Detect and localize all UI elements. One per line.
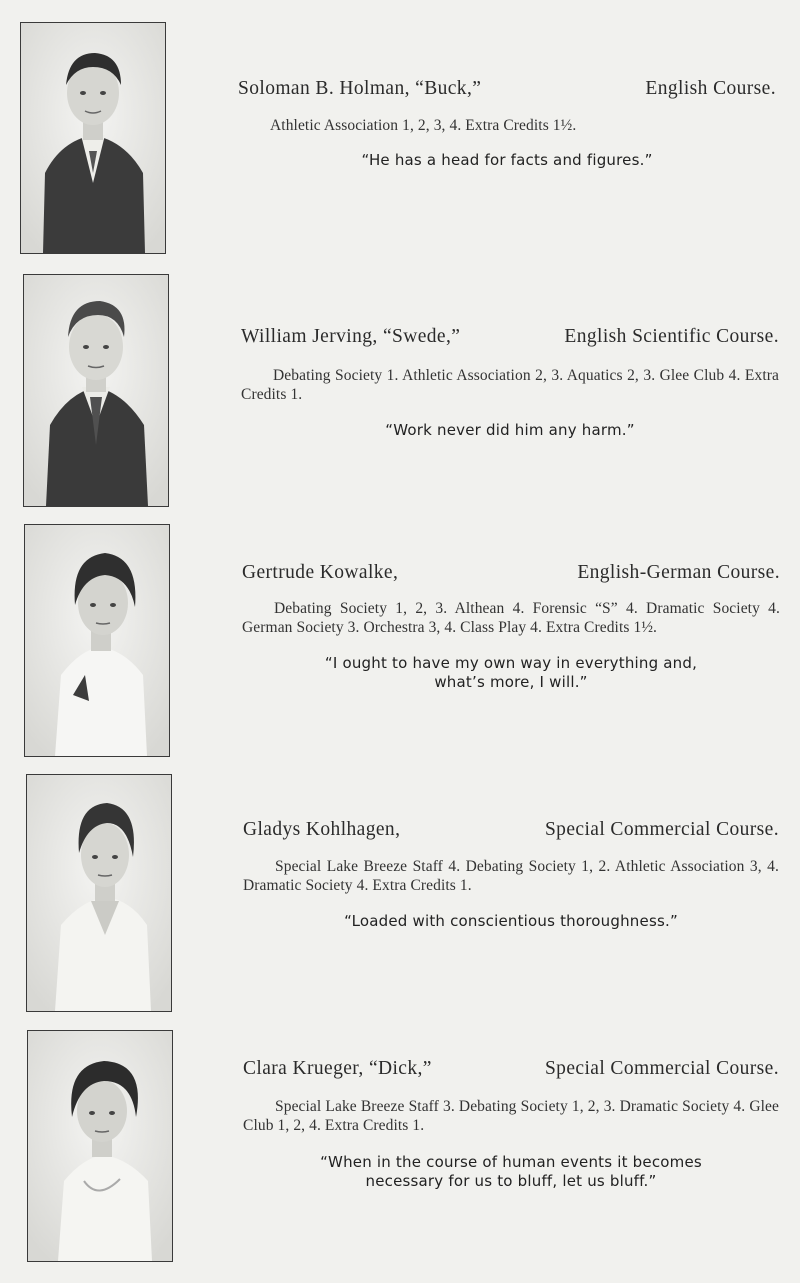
senior-quote bbox=[243, 1153, 779, 1191]
course-name: English Scientific Course. bbox=[564, 326, 779, 347]
student-name: Gertrude Kowalke, bbox=[242, 562, 399, 583]
senior-quote bbox=[242, 654, 780, 692]
quote-line: “I ought to have my own way in everything and, bbox=[324, 654, 698, 672]
course-name: Special Commercial Course. bbox=[544, 1058, 779, 1079]
course-name: English Course. bbox=[645, 78, 776, 99]
activities: Debating Society 1, 2, 3. Althean 4. Forensic “S” 4. Dramatic Society 4. German Society 3. Orchestra 3, 4. Class Play 4. Extra Credits 1½. bbox=[242, 600, 780, 636]
senior-quote bbox=[238, 151, 776, 170]
quote-line: necessary for us to bluff, let us bluff.” bbox=[365, 1172, 657, 1190]
entry-text bbox=[241, 326, 779, 440]
student-name: Clara Krueger, “Dick,” bbox=[243, 1058, 432, 1079]
portrait-photo bbox=[26, 774, 172, 1012]
quote-line: “He has a head for facts and figures.” bbox=[361, 151, 653, 169]
senior-quote bbox=[243, 912, 779, 931]
portrait-image bbox=[21, 23, 165, 253]
portrait-image bbox=[25, 525, 169, 756]
portrait-image bbox=[27, 775, 171, 1011]
name-line bbox=[243, 1058, 779, 1080]
portrait-photo bbox=[20, 22, 166, 254]
entry-text bbox=[242, 562, 780, 692]
quote-line: “When in the course of human events it becomes bbox=[320, 1153, 702, 1171]
portrait-photo bbox=[24, 524, 170, 757]
entry-text bbox=[238, 78, 776, 170]
senior-quote bbox=[241, 421, 779, 440]
student-name: Soloman B. Holman, “Buck,” bbox=[238, 78, 482, 99]
quote-line: “Loaded with conscientious thoroughness.” bbox=[344, 912, 678, 930]
name-line bbox=[242, 562, 780, 584]
course-name: Special Commercial Course. bbox=[544, 819, 779, 840]
quote-line: what’s more, I will.” bbox=[434, 673, 588, 691]
entry-text bbox=[243, 819, 779, 931]
quote-line: “Work never did him any harm.” bbox=[385, 421, 635, 439]
activities: Special Lake Breeze Staff 3. Debating Society 1, 2, 3. Dramatic Society 4. Glee Club 1, 2, 4. Extra Credits 1. bbox=[243, 1098, 779, 1134]
activities: Athletic Association 1, 2, 3, 4. Extra Credits 1½. bbox=[270, 117, 577, 134]
portrait-photo bbox=[23, 274, 169, 507]
activities: Debating Society 1. Athletic Association 2, 3. Aquatics 2, 3. Glee Club 4. Extra Credits 1. bbox=[241, 367, 779, 403]
name-line bbox=[241, 326, 779, 348]
course-name: English-German Course. bbox=[577, 562, 780, 583]
portrait-image bbox=[24, 275, 168, 506]
student-name: William Jerving, “Swede,” bbox=[241, 326, 461, 347]
portrait-image bbox=[28, 1031, 172, 1261]
student-name: Gladys Kohlhagen, bbox=[243, 819, 401, 840]
portrait-photo bbox=[27, 1030, 173, 1262]
name-line bbox=[243, 819, 779, 841]
activities: Special Lake Breeze Staff 4. Debating Society 1, 2. Athletic Association 3, 4. Dramatic Society 4. Extra Credits 1. bbox=[243, 858, 779, 894]
entry-text bbox=[243, 1058, 779, 1191]
name-line bbox=[238, 78, 776, 100]
